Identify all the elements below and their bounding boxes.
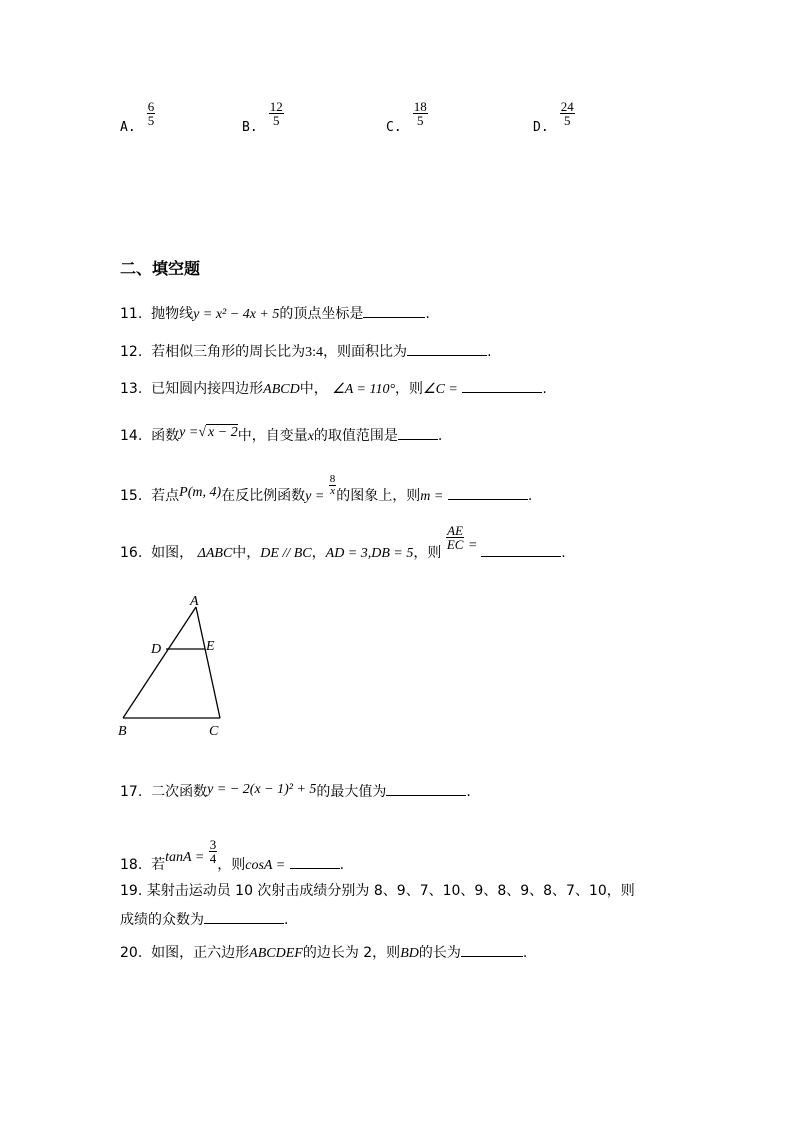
question-17 xyxy=(120,781,471,801)
fraction xyxy=(209,838,218,865)
answer-blank[interactable] xyxy=(204,911,284,924)
answer-blank[interactable] xyxy=(462,380,542,393)
label-e: E xyxy=(206,639,215,654)
question-text: 二次函数 xyxy=(151,784,208,800)
question-text: 如图，正六边形 xyxy=(151,945,250,961)
question-text: 的顶点坐标是 xyxy=(279,306,364,322)
period: . xyxy=(487,344,492,360)
question-text: 函数 xyxy=(151,428,180,444)
numerator: 12 xyxy=(269,99,283,114)
label-b: B xyxy=(118,724,127,739)
math-expression: y = xyxy=(179,425,199,440)
radicand: x − 2 xyxy=(208,425,238,440)
answer-blank[interactable] xyxy=(481,544,561,557)
question-text: 中，自变量 xyxy=(237,428,308,444)
denominator: x xyxy=(330,485,335,497)
option-b xyxy=(242,100,284,135)
math-expression: ΔABC xyxy=(197,546,233,561)
question-text: ，则面积比为 xyxy=(323,344,408,360)
question-14 xyxy=(120,425,442,445)
option-c xyxy=(386,100,428,135)
radical-sign: √ xyxy=(198,425,207,440)
question-text: 在反比例函数 xyxy=(221,488,306,504)
question-number: 15. xyxy=(120,488,143,504)
answer-blank[interactable] xyxy=(363,305,425,318)
question-number: 13. xyxy=(120,381,143,397)
answer-blank[interactable] xyxy=(407,343,487,356)
math-expression: y = xyxy=(305,489,325,504)
fraction xyxy=(413,100,428,127)
fraction xyxy=(560,100,575,127)
question-text: ，则 xyxy=(217,857,246,873)
period: . xyxy=(561,545,566,561)
period: . xyxy=(542,381,547,397)
math-expression: AD = 3,DB = 5 xyxy=(325,546,414,561)
fraction xyxy=(446,524,465,551)
answer-blank[interactable] xyxy=(448,487,528,500)
question-15 xyxy=(120,474,532,505)
question-number: 14. xyxy=(120,428,143,444)
math-expression: ABCDEF xyxy=(249,946,303,961)
period: . xyxy=(437,428,443,444)
math-expression: BD xyxy=(400,946,419,961)
math-expression: y = x² − 4x + 5 xyxy=(193,307,280,322)
math-expression: DE // BC xyxy=(260,546,312,561)
equals-sign: = xyxy=(468,538,477,553)
question-text: 已知圆内接四边形 xyxy=(151,381,264,397)
period: . xyxy=(466,784,471,800)
denominator: 5 xyxy=(269,113,284,127)
option-d xyxy=(533,100,575,135)
question-text: 的取值范围是 xyxy=(313,428,398,444)
side-ac xyxy=(196,607,220,718)
math-expression: P(m, 4) xyxy=(179,485,222,500)
option-letter: C. xyxy=(386,120,402,135)
period: . xyxy=(527,488,533,504)
denominator: 5 xyxy=(413,113,428,127)
section-heading: 二、填空题 xyxy=(120,259,201,278)
math-variable: x xyxy=(307,429,314,444)
math-expression: y = − 2(x − 1)² + 5 xyxy=(207,782,317,797)
option-letter: A. xyxy=(120,120,136,135)
denominator: 5 xyxy=(147,113,155,128)
question-19 xyxy=(120,880,635,929)
math-expression: cosA = xyxy=(245,858,286,873)
numerator: AE xyxy=(447,523,464,538)
answer-blank[interactable] xyxy=(461,944,523,957)
question-text: ，则 xyxy=(413,545,442,561)
side-ab xyxy=(123,607,196,718)
math-expression: ∠A = 110° xyxy=(332,382,396,397)
option-letter: D. xyxy=(533,120,549,135)
section-title xyxy=(120,256,200,279)
answer-blank[interactable] xyxy=(290,856,340,869)
label-c: C xyxy=(209,724,219,739)
question-20 xyxy=(120,942,527,962)
answer-blank[interactable] xyxy=(386,783,466,796)
question-number: 16. xyxy=(120,545,143,561)
question-13 xyxy=(120,378,547,398)
question-text: ，则 xyxy=(395,381,424,397)
question-number: 20. xyxy=(120,945,143,961)
denominator: EC xyxy=(446,537,464,552)
question-text: 中， xyxy=(232,545,261,561)
numerator: 3 xyxy=(209,837,217,852)
math-expression: tanA = xyxy=(165,850,205,865)
option-letter: B. xyxy=(242,120,258,135)
question-text: ， xyxy=(311,545,326,561)
question-text: 成绩的众数为 xyxy=(120,912,204,928)
denominator: 4 xyxy=(209,851,217,866)
option-a xyxy=(120,100,155,135)
period: . xyxy=(339,857,345,873)
answer-blank[interactable] xyxy=(398,427,438,440)
question-number: 11. xyxy=(120,306,143,322)
question-text: 若点 xyxy=(151,488,180,504)
math-expression: ABCD xyxy=(263,382,300,397)
question-text: 19. 某射击运动员 10 次射击成绩分别为 8、9、7、10、9、8、9、8、7、10，则 xyxy=(120,883,635,899)
fraction xyxy=(147,100,156,127)
question-text: 若 xyxy=(151,857,166,873)
question-text: 的长为 xyxy=(418,945,461,961)
denominator: 5 xyxy=(560,113,575,127)
question-16 xyxy=(120,524,566,562)
question-12 xyxy=(120,341,492,361)
math-expression: 3:4 xyxy=(305,345,324,360)
period: . xyxy=(284,912,289,928)
question-text: 抛物线 xyxy=(151,306,194,322)
period: . xyxy=(522,945,528,961)
math-expression: m = xyxy=(420,489,444,504)
period: . xyxy=(425,306,430,322)
question-18 xyxy=(120,838,344,874)
math-expression: ∠C = xyxy=(423,382,458,397)
numerator: 8 xyxy=(329,473,336,485)
question-text: 如图， xyxy=(151,545,194,561)
question-11 xyxy=(120,303,430,323)
fraction xyxy=(269,100,284,127)
question-19-line2 xyxy=(120,909,635,929)
question-text: 的图象上，则 xyxy=(336,488,421,504)
label-a: A xyxy=(190,594,199,609)
triangle-figure xyxy=(110,585,240,745)
question-number: 12. xyxy=(120,344,143,360)
numerator: 24 xyxy=(560,99,574,114)
label-d: D xyxy=(151,642,162,657)
question-number: 17. xyxy=(120,784,143,800)
question-number: 18. xyxy=(120,857,143,873)
question-text: 中， xyxy=(299,381,328,397)
numerator: 18 xyxy=(413,99,427,114)
question-text: 的最大值为 xyxy=(316,784,387,800)
question-text: 的边长为 2，则 xyxy=(302,945,401,961)
question-text: 若相似三角形的周长比为 xyxy=(151,344,306,360)
numerator: 6 xyxy=(147,99,155,114)
